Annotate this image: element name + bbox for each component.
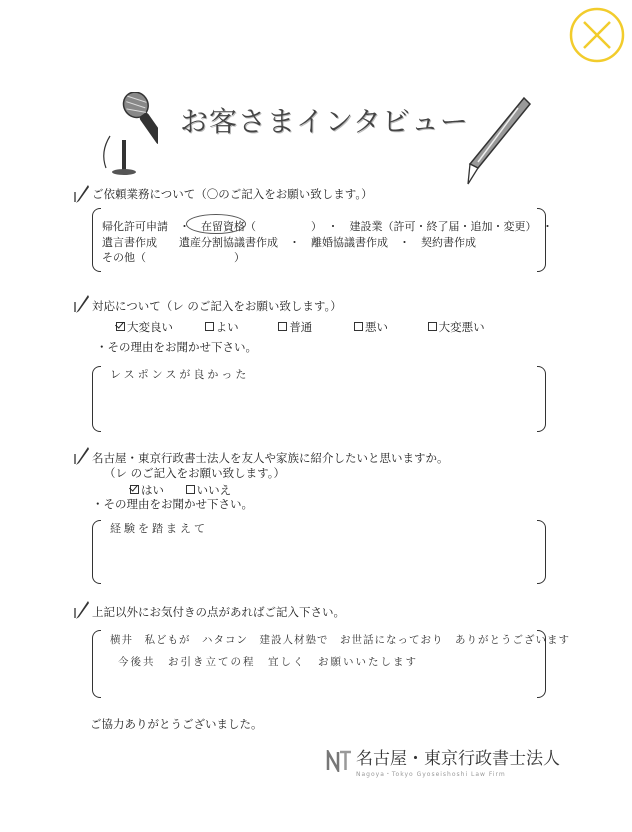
- checkbox[interactable]: [354, 322, 363, 331]
- answer-4-line-1: 横井 私どもが ハタコン 建設人材塾で お世話になっており ありがとうございます: [110, 634, 570, 646]
- answer-bracket-left: [92, 366, 101, 432]
- pen-bullet-icon: [74, 446, 90, 466]
- option-very-bad[interactable]: 大変悪い: [428, 319, 485, 335]
- answer-4-line-2: 今後共 お引き立ての程 宜しく お願いいたします: [118, 656, 418, 668]
- close-icon[interactable]: [568, 6, 626, 64]
- checkbox[interactable]: [278, 322, 287, 331]
- option-no[interactable]: いいえ: [186, 482, 232, 498]
- answer-bracket-left: [92, 630, 101, 698]
- checkbox[interactable]: [205, 322, 214, 331]
- answer-2-handwritten: レスポンスが良かった: [110, 368, 250, 381]
- question-2: 対応について（レ のご記入をお願い致します。）: [92, 299, 342, 313]
- logo-name: 名古屋・東京行政書士法人: [356, 749, 560, 769]
- service-options-line-1: 帰化許可申請 ・ 在留資格（ ） ・ 建設業（許可・終了届・追加・変更） ・: [102, 220, 553, 233]
- checkbox-checked[interactable]: [130, 485, 139, 494]
- company-logo: [326, 744, 560, 778]
- option-yes[interactable]: はい: [130, 482, 164, 498]
- service-options-line-3: その他（ ）: [102, 251, 245, 264]
- question-4: 上記以外にお気付きの点があればご記入下さい。: [92, 605, 345, 619]
- rating-options: [116, 319, 507, 335]
- question-3-sub: （レ のご記入をお願い致します。）: [104, 466, 285, 480]
- option-very-good[interactable]: 大変良い: [116, 319, 173, 335]
- answer-bracket-left: [92, 520, 101, 584]
- checkbox-checked[interactable]: [116, 322, 125, 331]
- answer-bracket-right: [537, 520, 546, 584]
- pen-bullet-icon: [74, 184, 90, 204]
- thanks-message: ご協力ありがとうございました。: [90, 717, 263, 731]
- pen-icon: [456, 94, 536, 190]
- pen-bullet-icon: [74, 600, 90, 620]
- reason-prompt-3: ・その理由をお聞かせ下さい。: [92, 497, 253, 511]
- option-good[interactable]: よい: [205, 319, 239, 335]
- checkbox[interactable]: [186, 485, 195, 494]
- selection-circle: [186, 214, 246, 234]
- page-title: お客さまインタビュー: [180, 105, 469, 138]
- answer-bracket-right: [537, 366, 546, 432]
- question-1: ご依頼業務について（〇のご記入をお願い致します。）: [92, 187, 373, 201]
- question-3: 名古屋・東京行政書士法人を友人や家族に紹介したいと思いますか。: [92, 451, 449, 465]
- option-normal[interactable]: 普通: [278, 319, 312, 335]
- logo-subtitle: Nagoya・Tokyo Gyoseishoshi Law Firm: [356, 771, 506, 778]
- reason-prompt-2: ・その理由をお聞かせ下さい。: [96, 340, 257, 354]
- option-bad[interactable]: 悪い: [354, 319, 388, 335]
- answer-bracket-left: [92, 208, 101, 272]
- service-options-line-2: 遺言書作成 遺産分割協議書作成 ・ 離婚協議書作成 ・ 契約書作成: [102, 236, 476, 249]
- checkbox[interactable]: [428, 322, 437, 331]
- pen-bullet-icon: [74, 294, 90, 314]
- logo-mark-icon: [326, 750, 352, 772]
- microphone-icon: [96, 92, 158, 180]
- answer-3-handwritten: 経験を踏まえて: [110, 522, 208, 535]
